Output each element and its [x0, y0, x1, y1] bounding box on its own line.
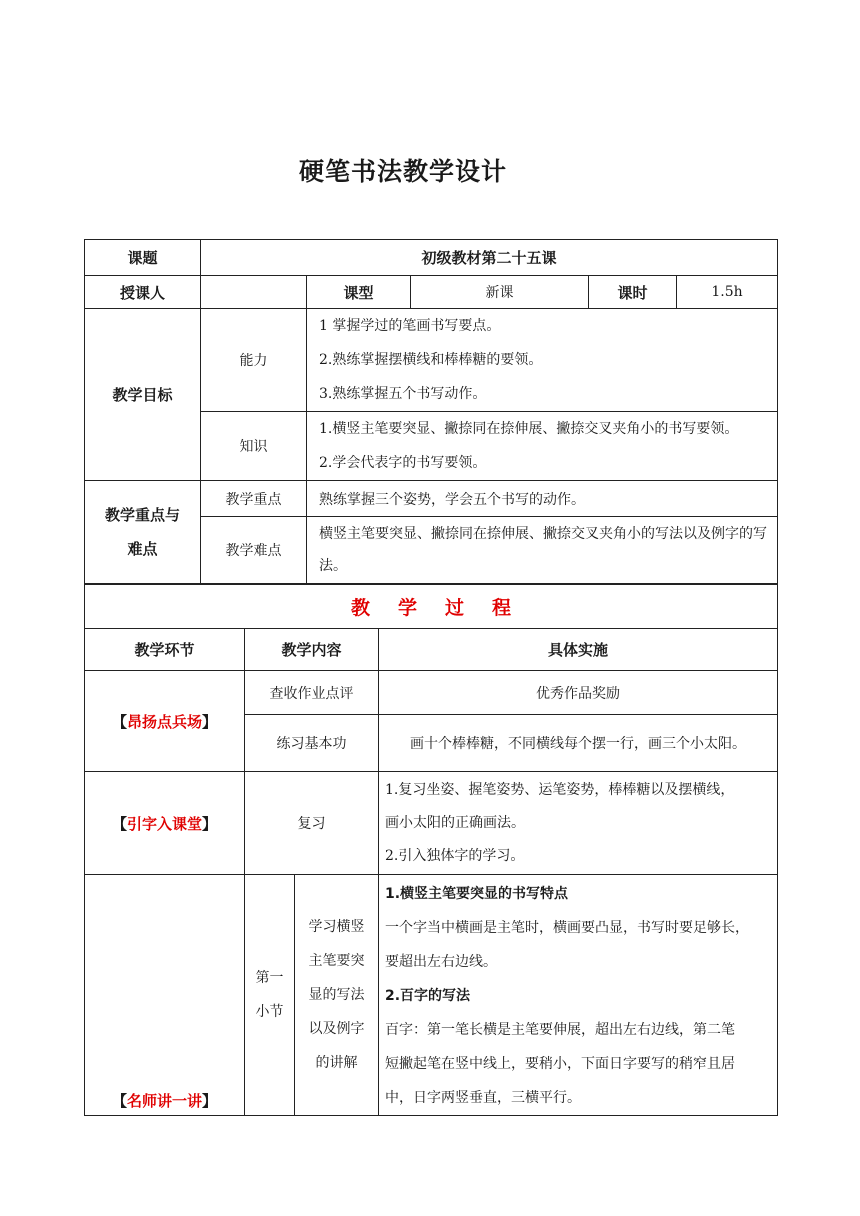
- bracket: 】: [202, 814, 218, 833]
- subsection-topic: [295, 875, 379, 1116]
- stage2-impl: [379, 772, 778, 875]
- subsection-label: [245, 875, 295, 1116]
- process-title-text: 教学过程: [351, 597, 540, 619]
- topic-line: 学习横竖: [308, 919, 365, 935]
- impl-heading: 1.横竖主笔要突显的书写特点: [385, 886, 569, 902]
- stage-name: 昂扬点兵场: [126, 712, 202, 731]
- stage1-impl-2: 画十个棒棒糖，不同横线每个摆一行，画三个小太阳。: [379, 715, 778, 772]
- lesson-info-table: [84, 239, 778, 584]
- bracket: 】: [202, 1092, 218, 1110]
- ability-item: 1 掌握学过的笔画书写要点。: [319, 318, 501, 334]
- topic-line: 的讲解: [315, 1055, 358, 1071]
- subsection-line: 第一: [255, 970, 284, 986]
- stage1-content-1: 查收作业点评: [245, 671, 379, 715]
- difficulty-label: 教学难点: [201, 517, 307, 584]
- bracket: 】: [202, 712, 218, 731]
- keypoints-label-line: 教学重点与: [104, 506, 180, 524]
- bracket: 【: [111, 814, 127, 833]
- subsection-line: 小节: [255, 1004, 284, 1020]
- impl-line: 短撇起笔在竖中线上，要稍小，下面日字要写的稍窄且居: [385, 1056, 735, 1072]
- lesson-hours-label: 课时: [589, 276, 677, 309]
- impl-line: 一个字当中横画是主笔时，横画要凸显，书写时要足够长，: [385, 920, 749, 936]
- lesson-hours-value: 1.5h: [677, 276, 778, 309]
- lesson-type-value: 新课: [411, 276, 589, 309]
- knowledge-label: 知识: [201, 412, 307, 481]
- topic-label: 课题: [85, 240, 201, 276]
- topic-value: 初级教材第二十五课: [201, 240, 778, 276]
- stage1-content-2: 练习基本功: [245, 715, 379, 772]
- process-title: [85, 585, 778, 629]
- impl-line: 画小太阳的正确画法。: [385, 814, 525, 831]
- bracket: 【: [111, 1092, 127, 1110]
- col-implementation-header: 具体实施: [379, 629, 778, 671]
- topic-line: 主笔要突: [308, 953, 365, 969]
- teaching-process-table: [84, 584, 778, 1116]
- stage-label-1: [85, 671, 245, 772]
- page-title: 硬笔书法教学设计: [298, 157, 507, 186]
- difficulty-text: 横竖主笔要突显、撇捺同在捺伸展、撇捺交叉夹角小的写法以及例字的写法。: [307, 517, 778, 584]
- bracket: 【: [111, 712, 127, 731]
- stage3-impl: [379, 875, 778, 1116]
- keypoints-label: [85, 481, 201, 584]
- topic-line: 显的写法: [308, 987, 365, 1003]
- impl-line: 要超出左右边线。: [385, 954, 497, 970]
- stage-label-3: [85, 875, 245, 1116]
- lesson-type-label: 课型: [307, 276, 411, 309]
- stage-label-2: [85, 772, 245, 875]
- impl-line: 1.复习坐姿、握笔姿势、运笔姿势，棒棒糖以及摆横线，: [385, 781, 735, 798]
- ability-item: 2.熟练掌握摆横线和棒棒糖的要领。: [319, 352, 543, 368]
- ability-items: [307, 309, 778, 412]
- teacher-label: 授课人: [85, 276, 201, 309]
- col-content-header: 教学内容: [245, 629, 379, 671]
- stage2-content: 复习: [245, 772, 379, 875]
- ability-label: 能力: [201, 309, 307, 412]
- teacher-value: [201, 276, 307, 309]
- knowledge-item: 2.学会代表字的书写要领。: [319, 455, 487, 471]
- topic-line: 以及例字: [308, 1021, 365, 1037]
- focus-label: 教学重点: [201, 481, 307, 517]
- stage-name: 引字入课堂: [126, 814, 202, 833]
- stage1-impl-1: 优秀作品奖励: [379, 671, 778, 715]
- keypoints-label-line: 难点: [127, 540, 158, 558]
- ability-item: 3.熟练掌握五个书写动作。: [319, 386, 487, 402]
- impl-heading: 2.百字的写法: [385, 988, 471, 1004]
- focus-text: 熟练掌握三个姿势，学会五个书写的动作。: [307, 481, 778, 517]
- goals-label: 教学目标: [85, 309, 201, 481]
- impl-line: 百字：第一笔长横是主笔要伸展，超出左右边线，第二笔: [385, 1022, 735, 1038]
- knowledge-item: 1.横竖主笔要突显、撇捺同在捺伸展、撇捺交叉夹角小的书写要领。: [319, 421, 739, 437]
- impl-line: 2.引入独体字的学习。: [385, 847, 525, 864]
- col-stage-header: 教学环节: [85, 629, 245, 671]
- knowledge-items: [307, 412, 778, 481]
- impl-line: 中，日字两竖垂直，三横平行。: [385, 1090, 581, 1106]
- stage-name: 名师讲一讲: [126, 1092, 202, 1110]
